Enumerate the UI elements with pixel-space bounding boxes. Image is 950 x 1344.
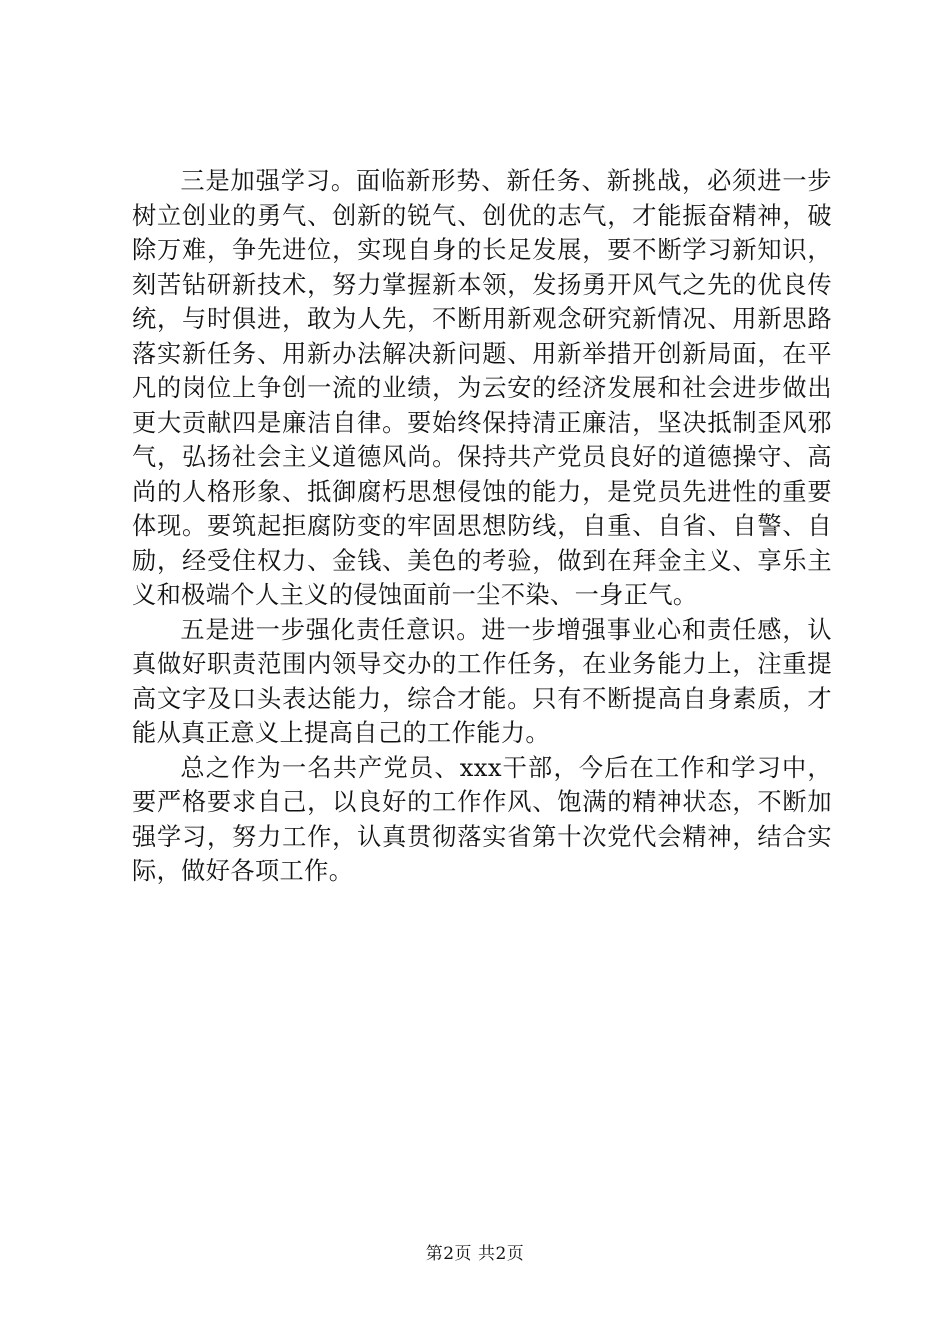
paragraph-summary: 总之作为一名共产党员、xxx干部，今后在工作和学习中，要严格要求自己，以良好的工作作风、饱满的精神状态，不断加强学习，努力工作，认真贯彻落实省第十次党代会精神，结合实际，做好各项工作。 <box>132 753 832 885</box>
paragraph-study: 三是加强学习。面临新形势、新任务、新挑战，必须进一步树立创业的勇气、创新的锐气、创优的志气，才能振奋精神，破除万难，争先进位，实现自身的长足发展，要不断学习新知识，刻苦钻研新技术，努力掌握新本领，发扬勇开风气之先的优良传统，与时俱进，敢为人先，不断用新观念研究新情况、用新思路落实新任务、用新办法解决新问题、用新举措开创新局面，在平凡的岗位上争创一流的业绩，为云安的经济发展和社会进步做出更大贡献四是廉洁自律。要始终保持清正廉洁，坚决抵制歪风邪气，弘扬社会主义道德风尚。保持共产党员良好的道德操守、高尚的人格形象、抵御腐朽思想侵蚀的能力，是党员先进性的重要体现。要筑起拒腐防变的牢固思想防线，自重、自省、自警、自励，经受住权力、金钱、美色的考验，做到在拜金主义、享乐主义和极端个人主义的侵蚀面前一尘不染、一身正气。 <box>132 167 832 609</box>
document-body <box>132 164 832 889</box>
paragraph-responsibility: 五是进一步强化责任意识。进一步增强事业心和责任感，认真做好职责范围内领导交办的工作任务，在业务能力上，注重提高文字及口头表达能力，综合才能。只有不断提高自身素质，才能从真正意义上提高自己的工作能力。 <box>132 615 832 747</box>
page-footer: 第2页 共2页 <box>425 1244 525 1264</box>
